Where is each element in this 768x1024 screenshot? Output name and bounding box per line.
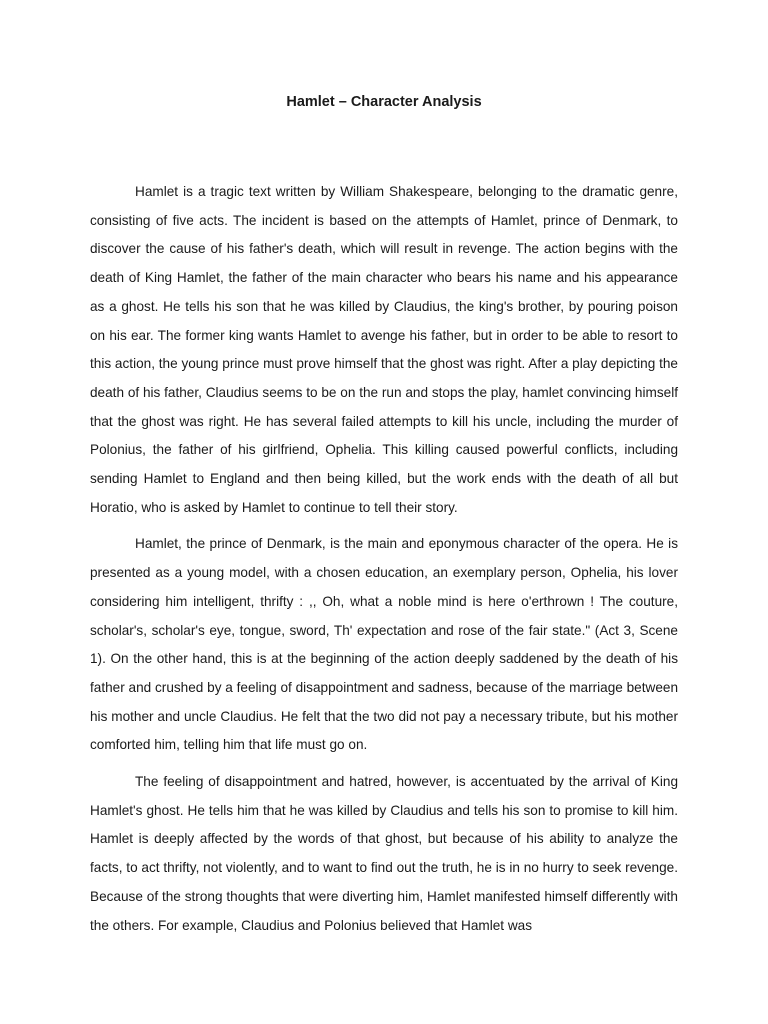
paragraph-3: The feeling of disappointment and hatred, however, is accentuated by the arrival of King Hamlet's ghost. He tells him that he was killed by Claudius and tells his son to promise to kill him. Hamlet is deeply affected by the words of that ghost, but because of his ability to analyze the facts, to act thrifty, not violently, and to want to find out the truth, he is in no hurry to seek revenge. Because of the strong thoughts that were diverting him, Hamlet manifested himself differently with the others. For example, Claudius and Polonius believed that Hamlet was <box>90 774 678 933</box>
document-body <box>90 178 678 948</box>
paragraph-2: Hamlet, the prince of Denmark, is the main and eponymous character of the opera. He is presented as a young model, with a chosen education, an exemplary person, Ophelia, his lover considering him intelligent, thrifty : ,, Oh, what a noble mind is here o'erthrown ! The couture, scholar's, scholar's eye, tongue, sword, Th' expectation and rose of the fair state." (Act 3, Scene 1). On the other hand, this is at the beginning of the action deeply saddened by the death of his father and crushed by a feeling of disappointment and sadness, because of the marriage between his mother and uncle Claudius. He felt that the two did not pay a necessary tribute, but his mother comforted him, telling him that life must go on. <box>90 536 678 753</box>
document-title: Hamlet – Character Analysis <box>286 94 482 110</box>
paragraph-1: Hamlet is a tragic text written by William Shakespeare, belonging to the dramatic genre, consisting of five acts. The incident is based on the attempts of Hamlet, prince of Denmark, to discover the cause of his father's death, which will result in revenge. The action begins with the death of King Hamlet, the father of the main character who bears his name and his appearance as a ghost. He tells his son that he was killed by Claudius, the king's brother, by pouring poison on his ear. The former king wants Hamlet to avenge his father, but in order to be able to resort to this action, the young prince must prove himself that the ghost was right. After a play depicting the death of his father, Claudius seems to be on the run and stops the play, hamlet convincing himself that the ghost was right. He has several failed attempts to kill his uncle, including the murder of Polonius, the father of his girlfriend, Ophelia. This killing caused powerful conflicts, including sending Hamlet to England and then being killed, but the work ends with the death of all but Horatio, who is asked by Hamlet to continue to tell their story. <box>90 184 678 515</box>
